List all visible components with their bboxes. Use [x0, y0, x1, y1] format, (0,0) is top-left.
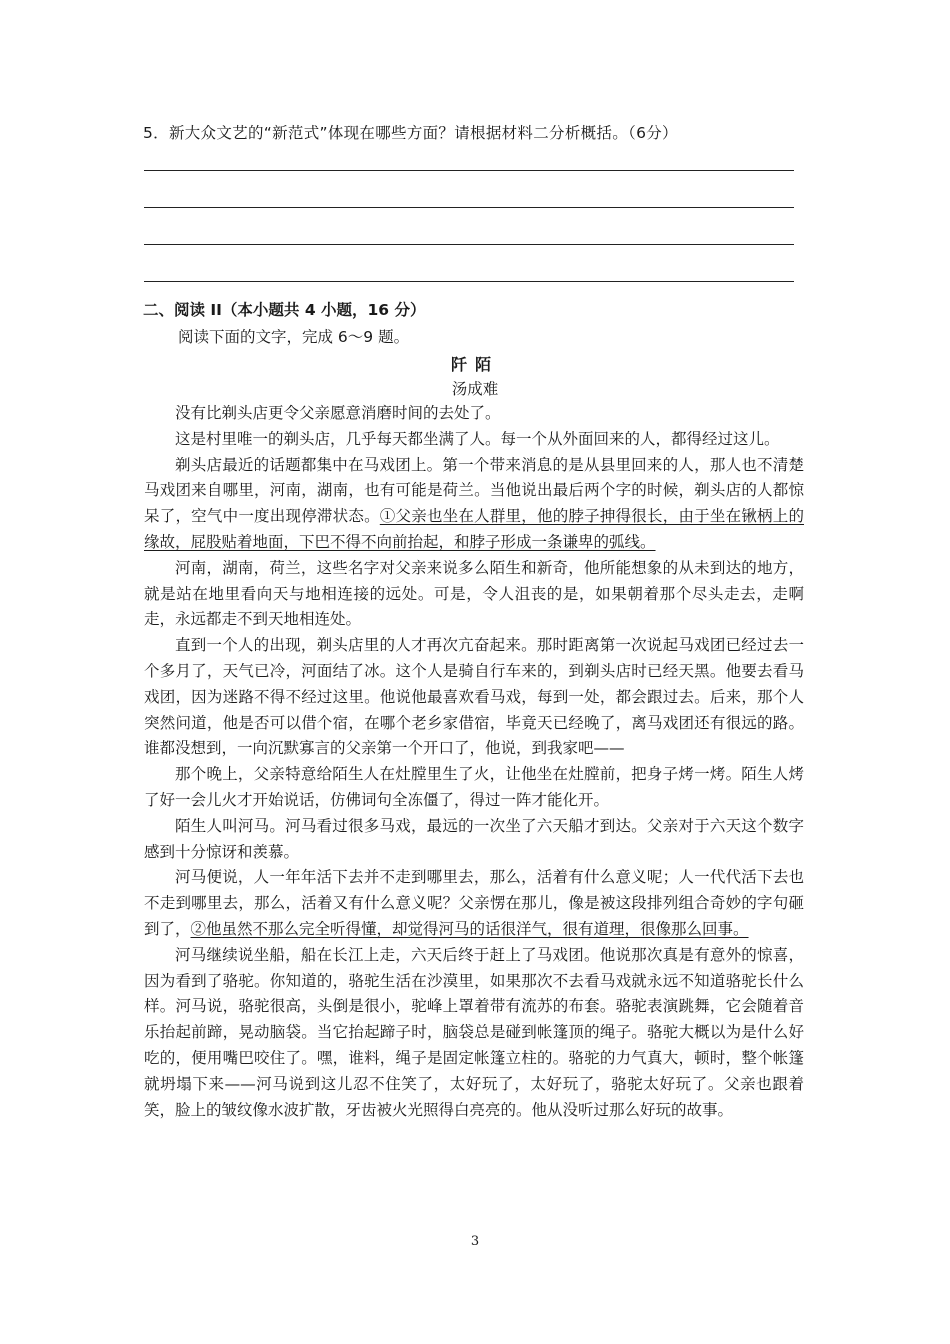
article-paragraph	[144, 401, 804, 427]
answer-line	[144, 281, 794, 282]
answer-line	[144, 170, 794, 171]
answer-line	[144, 207, 794, 208]
article-paragraph	[144, 762, 804, 814]
section-heading: 二、阅读 II（本小题共 4 小题，16 分）	[143, 301, 426, 319]
paragraph-text: 直到一个人的出现，剃头店里的人才再次亢奋起来。那时距离第一次说起马戏团已经过去一个多月了，天气已冷，河面结了冰。这个人是骑自行车来的，到剃头店时已经天黑。他要去看马戏团，因为迷路不得不经过这里。他说他最喜欢看马戏，每到一处，都会跟过去。后来，那个人突然问道，他是否可以借个宿，在哪个老乡家借宿，毕竟天已经晚了，离马戏团还有很远的路。谁都没想到，一向沉默寡言的父亲第一个开口了，他说，到我家吧——	[144, 636, 804, 758]
article-paragraph	[144, 427, 804, 453]
paragraph-text: 河马便说，人一年年活下去并不走到哪里去，那么，活着有什么意义呢；人一代代活下去也不走到哪里去，那么，活着又有什么意义呢？父亲愣在那儿，像是被这段排列组合奇妙的字句砸到了，	[144, 868, 804, 938]
article-paragraph	[144, 865, 804, 942]
question-5: 5．新大众文艺的“新范式”体现在哪些方面？请根据材料二分析概括。（6分）	[143, 124, 678, 142]
article-paragraph	[144, 633, 804, 762]
article-paragraph	[144, 453, 804, 556]
article-author: 汤成难	[451, 380, 499, 398]
underlined-sentence: ②他虽然不那么完全听得懂，却觉得河马的话很洋气，很有道理，很像那么回事。	[190, 919, 749, 938]
article-body	[144, 401, 804, 1123]
paragraph-text: 这是村里唯一的剃头店，几乎每天都坐满了人。每一个从外面回来的人，都得经过这儿。	[175, 429, 780, 448]
paragraph-text: 陌生人叫河马。河马看过很多马戏，最远的一次坐了六天船才到达。父亲对于六天这个数字感到十分惊讶和羡慕。	[144, 816, 804, 861]
article-title: 阡陌	[450, 355, 499, 374]
paragraph-text: 那个晚上，父亲特意给陌生人在灶膛里生了火，让他坐在灶膛前，把身子烤一烤。陌生人烤了好一会儿火才开始说话，仿佛词句全冻僵了，得过一阵才能化开。	[144, 765, 804, 809]
paragraph-text: 剃头店最近的话题都集中在马戏团上。第一个带来消息的是从县里回来的人，那人也不清楚马戏团来自哪里，河南，湖南，也有可能是荷兰。当他说出最后两个字的时候，剃头店的人都惊呆了，空气中一度出现停滞状态。	[144, 455, 804, 526]
article-paragraph	[144, 814, 804, 866]
paragraph-text: 河南，湖南，荷兰，这些名字对父亲来说多么陌生和新奇，他所能想象的从未到达的地方，就是站在地里看向天与地相连接的远处。可是，令人沮丧的是，如果朝着那个尽头走去，走啊走，永远都走不到天地相连处。	[144, 558, 804, 629]
paragraph-text: 没有比剃头店更令父亲愿意消磨时间的去处了。	[175, 404, 501, 422]
article-paragraph	[144, 556, 804, 633]
article-paragraph	[144, 943, 804, 1124]
underlined-sentence: ①父亲也坐在人群里，他的脖子抻得很长，由于坐在锹柄上的缘故，屁股贴着地面，下巴不得不向前抬起，和脖子形成一条谦卑的弧线。	[144, 507, 804, 551]
page-number: 3	[470, 1234, 480, 1249]
paragraph-text: 河马继续说坐船，船在长江上走，六天后终于赶上了马戏团。他说那次真是有意外的惊喜，因为看到了骆驼。你知道的，骆驼生活在沙漠里，如果那次不去看马戏就永远不知道骆驼长什么样。河马说，骆驼很高，头倒是很小，驼峰上罩着带有流苏的布套。骆驼表演跳舞，它会随着音乐抬起前蹄，晃动脑袋。当它抬起蹄子时，脑袋总是碰到帐篷顶的绳子。骆驼大概以为是什么好吃的，便用嘴巴咬住了。嘿，谁料，绳子是固定帐篷立柱的。骆驼的力气真大，顿时，整个帐篷就坍塌下来——河马说到这儿忍不住笑了，太好玩了，太好玩了，骆驼太好玩了。父亲也跟着笑，脸上的皱纹像水波扩散，牙齿被火光照得白亮亮的。他从没听过那么好玩的故事。	[144, 945, 804, 1119]
answer-line	[144, 244, 794, 245]
reading-instruction: 阅读下面的文字，完成 6～9 题。	[178, 328, 410, 346]
